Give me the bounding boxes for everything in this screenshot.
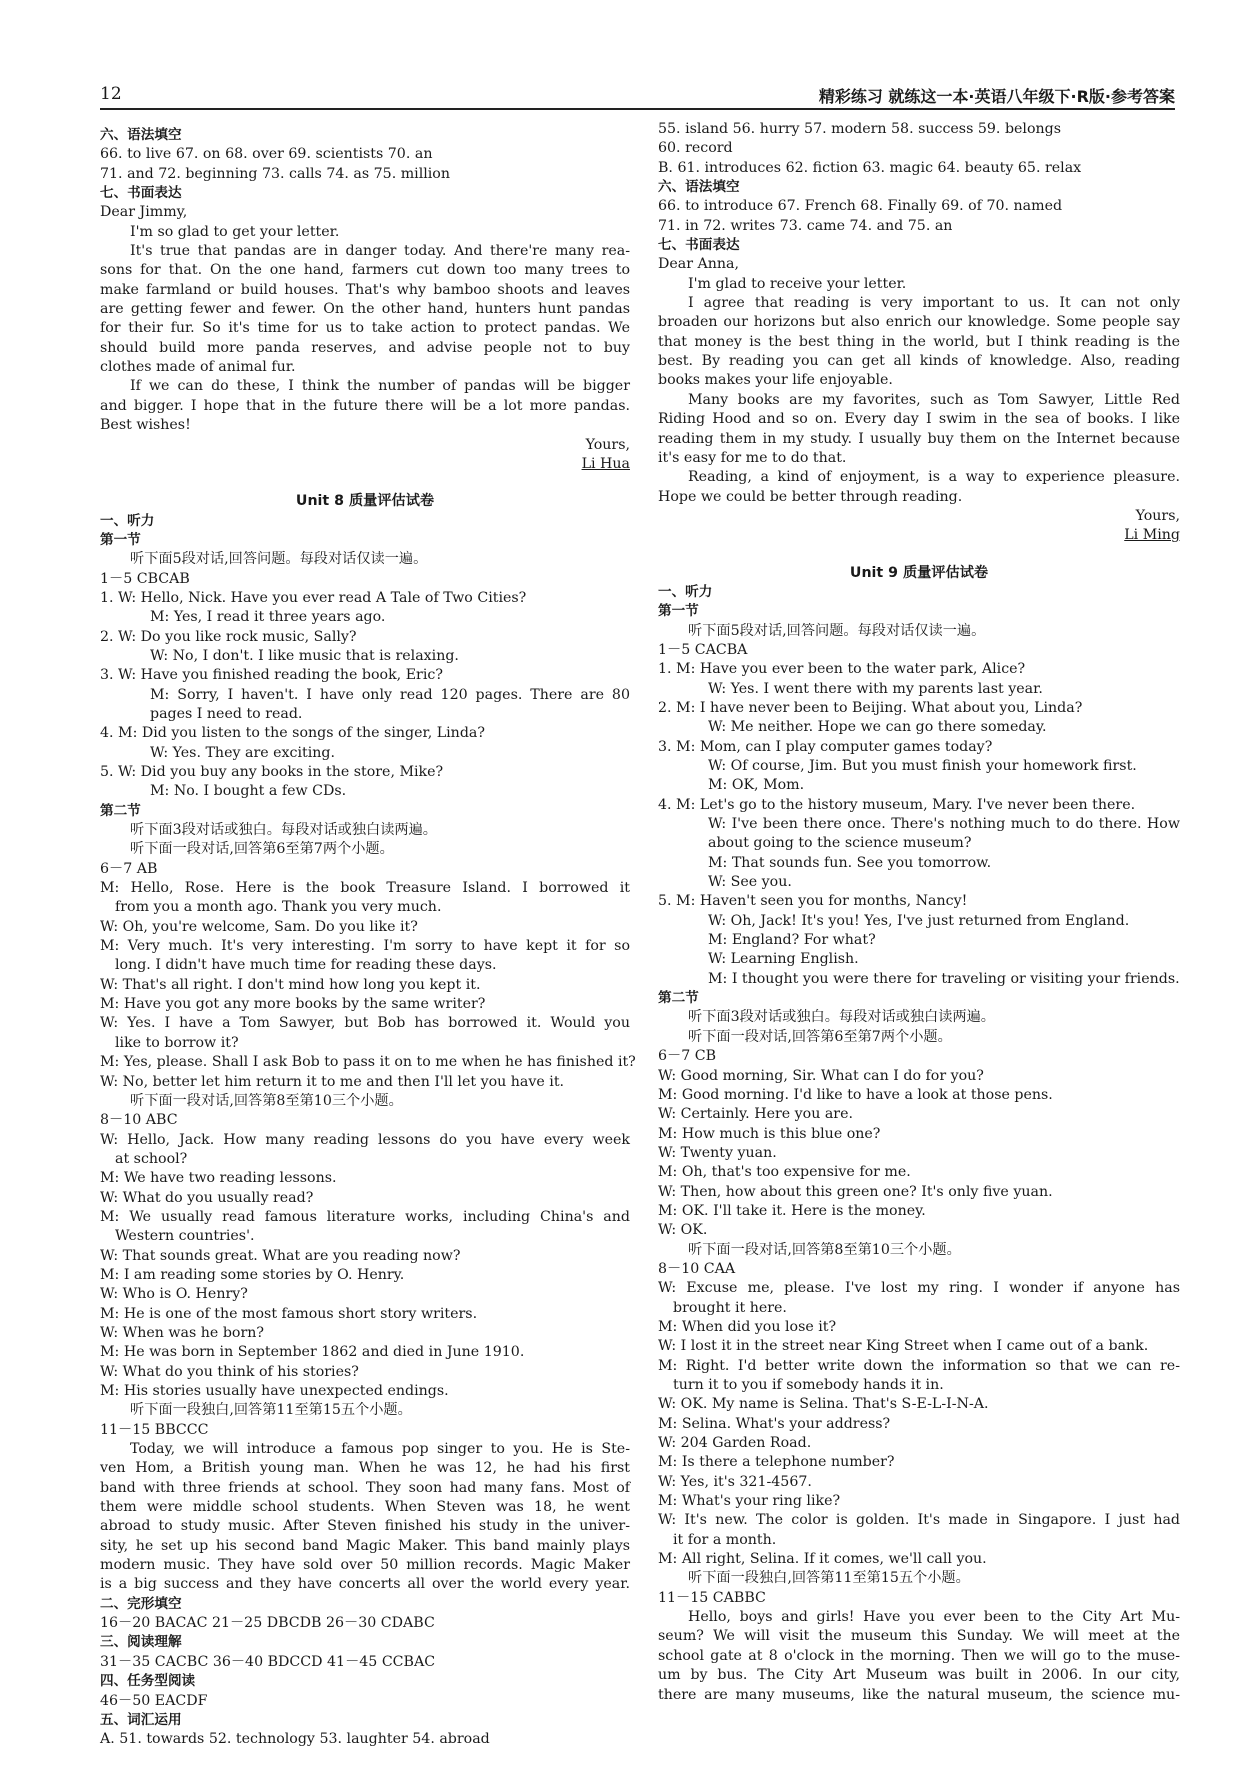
dialogue-line: W: That's all right. I don't mind how long you kept it. xyxy=(100,976,481,993)
dialogue-line: M: Sorry, I haven't. I have only read 120 pages. There are 80 xyxy=(150,686,630,703)
section-heading: 六、语法填空 xyxy=(100,127,182,143)
dialogue-line: M: I am reading some stories by O. Henry. xyxy=(100,1266,405,1283)
text-line: broaden our horizons but also enrich our knowledge. Some people say xyxy=(658,314,1180,331)
section-heading: 第二节 xyxy=(658,990,699,1007)
dialogue-line: Western countries'. xyxy=(115,1228,255,1245)
text-line: Many books are my favorites, such as Tom Sawyer, Little Red xyxy=(688,391,1180,408)
dialogue-line: brought it here. xyxy=(673,1299,787,1316)
text-line: should build more panda reserves, and advise people not to buy xyxy=(100,339,630,356)
dialogue-line: 3. M: Mom, can I play computer games today? xyxy=(658,738,993,755)
dialogue-line: M: We usually read famous literature works, including China's and xyxy=(100,1208,630,1225)
text-line: sity, he set up his second band Magic Maker. This band mainly plays xyxy=(100,1537,630,1554)
dialogue-line: at school? xyxy=(115,1150,188,1167)
dialogue-line: M: He is one of the most famous short story writers. xyxy=(100,1305,478,1322)
right-column xyxy=(658,120,1180,1705)
dialogue-line: W: 204 Garden Road. xyxy=(658,1435,812,1452)
letter-salutation: Dear Anna, xyxy=(658,256,740,273)
section-heading: 第二节 xyxy=(100,802,141,819)
text-line: is a big success and they have concerts all over the world every year. xyxy=(100,1576,630,1593)
letter-signoff: Yours, xyxy=(1135,507,1180,524)
dialogue-line: pages I need to read. xyxy=(150,705,303,722)
left-column xyxy=(100,126,636,1750)
text-line: books makes your life enjoyable. xyxy=(658,372,893,389)
instruction-line: 听下面一段对话,回答第6至第7两个小题。 xyxy=(688,1028,952,1045)
dialogue-line: W: Hello, Jack. How many reading lessons do you have every week xyxy=(100,1131,630,1148)
dialogue-line: W: Then, how about this green one? It's only five yuan. xyxy=(658,1183,1053,1200)
dialogue-line: M: Hello, Rose. Here is the book Treasure Island. I borrowed it xyxy=(100,880,630,897)
text-line: seum? We will visit the museum this Sunday. We will meet at the xyxy=(658,1628,1180,1645)
dialogue-line: turn it to you if somebody hands it in. xyxy=(673,1377,944,1393)
dialogue-line: W: Yes. They are exciting. xyxy=(150,744,335,761)
dialogue-line: 1. W: Hello, Nick. Have you ever read A Tale of Two Cities? xyxy=(100,589,527,606)
instruction-line: 听下面一段独白,回答第11至第15五个小题。 xyxy=(688,1570,970,1587)
signature-name: Li Hua xyxy=(581,455,630,472)
text-line: ven Hom, a British young man. When he was 12, he had his first xyxy=(100,1460,630,1477)
section-heading: 一、听力 xyxy=(658,583,713,600)
dialogue-line: M: What's your ring like? xyxy=(658,1493,841,1510)
dialogue-line: W: Twenty yuan. xyxy=(658,1144,777,1161)
dialogue-line: M: He was born in September 1862 and died in June 1910. xyxy=(100,1344,525,1361)
section-heading: 三、阅读理解 xyxy=(100,1634,182,1651)
dialogue-line: long. I didn't have much time for reading these days. xyxy=(115,957,497,974)
text-line: 66. to live 67. on 68. over 69. scientists 70. an xyxy=(100,146,433,163)
dialogue-line: M: All right, Selina. If it comes, we'll call you. xyxy=(658,1551,987,1568)
answer-line: A. 51. towards 52. technology 53. laughter 54. abroad xyxy=(100,1731,490,1748)
page-number: 12 xyxy=(100,84,122,104)
answer-line: B. 61. introduces 62. fiction 63. magic 64. beauty 65. relax xyxy=(658,159,1082,176)
dialogue-line: W: Yes. I have a Tom Sawyer, but Bob has borrowed it. Would you xyxy=(100,1015,630,1032)
dialogue-line: it for a month. xyxy=(673,1531,777,1548)
text-line: It's true that pandas are in danger today. And there're many rea- xyxy=(130,243,630,260)
text-line: there are many museums, like the natural museum, the science mu- xyxy=(658,1686,1180,1703)
section-heading: 六、语法填空 xyxy=(658,179,740,196)
dialogue-line: M: Yes, I read it three years ago. xyxy=(150,609,386,626)
text-line: abroad to study music. After Steven finished his study in the univer- xyxy=(100,1518,630,1535)
answer-line: 8－10 CAA xyxy=(658,1260,736,1277)
text-line: band with three friends at school. They soon had many fans. Most of xyxy=(100,1479,630,1496)
letter-salutation: Dear Jimmy, xyxy=(100,204,188,221)
answer-line: 66. to introduce 67. French 68. Finally 69. of 70. named xyxy=(658,198,1063,215)
dialogue-line: W: Who is O. Henry? xyxy=(100,1286,248,1303)
section-heading: 七、书面表达 xyxy=(658,237,740,254)
dialogue-line: M: No. I bought a few CDs. xyxy=(150,783,347,800)
dialogue-line: M: Very much. It's very interesting. I'm sorry to have kept it for so xyxy=(100,938,630,955)
dialogue-line: M: Yes, please. Shall I ask Bob to pass it on to me when he has finished it? xyxy=(100,1054,636,1071)
running-head: 精彩练习 就练这一本·英语八年级下·R版·参考答案 xyxy=(818,87,1175,106)
answer-line: 1－5 CBCAB xyxy=(100,570,190,587)
unit-title: Unit 9 质量评估试卷 xyxy=(849,564,989,581)
dialogue-line: 3. W: Have you finished reading the book, Eric? xyxy=(100,667,443,684)
dialogue-line: W: What do you think of his stories? xyxy=(100,1363,359,1380)
dialogue-line: M: Right. I'd better write down the information so that we can re- xyxy=(658,1357,1180,1374)
text-line: that money is the best thing in the world, but I think reading is the xyxy=(658,333,1180,350)
instruction-line: 听下面3段对话或独白。每段对话或独白读两遍。 xyxy=(688,1009,995,1026)
dialogue-line: 5. M: Haven't seen you for months, Nancy! xyxy=(658,893,968,910)
answer-line: 6－7 AB xyxy=(100,860,158,877)
answer-line: 31－35 CACBC 36－40 BDCCD 41－45 CCBAC xyxy=(100,1653,436,1670)
answer-line: 6－7 CB xyxy=(658,1048,717,1065)
dialogue-line: M: OK. I'll take it. Here is the money. xyxy=(658,1202,926,1219)
dialogue-line: W: Oh, Jack! It's you! Yes, I've just returned from England. xyxy=(708,912,1130,929)
text-line: for their fur. So it's time for us to take action to protect pandas. We xyxy=(100,320,630,337)
dialogue-line: W: That sounds great. What are you reading now? xyxy=(100,1247,461,1264)
dialogue-line: W: Me neither. Hope we can go there someday. xyxy=(708,719,1047,736)
page-header xyxy=(100,78,1175,108)
instruction-line: 听下面一段对话,回答第6至第7两个小题。 xyxy=(130,841,394,858)
dialogue-line: W: Of course, Jim. But you must finish your homework first. xyxy=(708,758,1137,774)
letter-signature xyxy=(658,526,1180,545)
dialogue-line: W: Good morning, Sir. What can I do for you? xyxy=(658,1067,984,1084)
text-line: them were middle school students. When Steven was 18, he went xyxy=(100,1499,630,1516)
dialogue-line: W: Certainly. Here you are. xyxy=(658,1106,853,1123)
dialogue-line: W: Oh, you're welcome, Sam. Do you like it? xyxy=(100,918,418,935)
text-line: I'm so glad to get your letter. xyxy=(130,223,340,240)
instruction-line: 听下面一段独白,回答第11至第15五个小题。 xyxy=(130,1402,412,1419)
dialogue-line: W: OK. My name is Selina. That's S-E-L-I-N-A. xyxy=(658,1396,989,1413)
text-line: best. By reading you can get all kinds of knowledge. Also, reading xyxy=(658,353,1180,370)
answer-line: 16－20 BACAC 21－25 DBCDB 26－30 CDABC xyxy=(100,1615,435,1632)
text-line: reading them in my study. I usually buy them on the Internet because xyxy=(658,430,1180,447)
dialogue-line: 4. M: Let's go to the history museum, Mary. I've never been there. xyxy=(658,796,1136,813)
section-heading: 第一节 xyxy=(100,531,141,548)
instruction-line: 听下面一段对话,回答第8至第10三个小题。 xyxy=(130,1092,403,1109)
dialogue-line: W: See you. xyxy=(708,874,792,891)
signature-name: Li Ming xyxy=(1124,527,1180,544)
text-line: um by bus. The City Art Museum was built in 2006. In our city, xyxy=(658,1667,1180,1684)
section-heading: 一、听力 xyxy=(100,512,155,529)
text-line: Today, we will introduce a famous pop singer to you. He is Ste- xyxy=(130,1441,630,1458)
text-line: Hope we could be better through reading. xyxy=(658,488,963,505)
dialogue-line: 5. W: Did you buy any books in the store, Mike? xyxy=(100,764,444,780)
answer-line: 11－15 CABBC xyxy=(658,1589,766,1606)
text-line: sons for that. On the one hand, farmers cut down too many trees to xyxy=(100,262,630,279)
text-line: clothes made of animal fur. xyxy=(100,359,296,376)
dialogue-line: 2. M: I have never been to Beijing. What about you, Linda? xyxy=(658,699,1083,716)
section-heading: 二、完形填空 xyxy=(100,1595,182,1612)
answer-line: 71. in 72. writes 73. came 74. and 75. an xyxy=(658,217,953,234)
instruction-line: 听下面3段对话或独白。每段对话或独白读两遍。 xyxy=(130,822,437,839)
dialogue-line: W: I've been there once. There's nothing much to do there. How xyxy=(708,816,1180,833)
dialogue-line: M: England? For what? xyxy=(708,932,876,949)
dialogue-line: M: I thought you were there for traveling or visiting your friends. xyxy=(708,970,1180,987)
text-line: and bigger. I hope that in the future there will be a lot more pandas. xyxy=(100,397,630,414)
dialogue-line: M: His stories usually have unexpected endings. xyxy=(100,1383,449,1399)
section-heading: 五、词汇运用 xyxy=(100,1711,182,1728)
dialogue-line: M: Have you got any more books by the same writer? xyxy=(100,996,486,1013)
dialogue-line: W: When was he born? xyxy=(100,1324,264,1341)
dialogue-line: M: Oh, that's too expensive for me. xyxy=(658,1164,911,1181)
text-line: are getting fewer and fewer. On the other hand, hunters hunt pandas xyxy=(100,301,630,318)
dialogue-line: M: OK, Mom. xyxy=(708,777,805,794)
letter-signature xyxy=(100,455,630,474)
dialogue-line: about going to the science museum? xyxy=(708,835,972,852)
dialogue-line: W: No, better let him return it to me and then I'll let you have it. xyxy=(100,1073,565,1090)
text-line: make farmland or build houses. That's why bamboo shoots and leaves xyxy=(100,281,630,298)
text-line: Hello, boys and girls! Have you ever been to the City Art Mu- xyxy=(688,1609,1180,1626)
dialogue-line: 2. W: Do you like rock music, Sally? xyxy=(100,628,357,645)
dialogue-line: like to borrow it? xyxy=(115,1034,239,1051)
header-rule xyxy=(100,108,1175,110)
dialogue-line: W: What do you usually read? xyxy=(100,1189,314,1206)
unit-title: Unit 8 质量评估试卷 xyxy=(295,493,435,510)
dialogue-line: W: I lost it in the street near King Street when I came out of a bank. xyxy=(658,1338,1149,1355)
dialogue-line: from you a month ago. Thank you very much. xyxy=(115,899,442,916)
dialogue-line: 1. M: Have you ever been to the water park, Alice? xyxy=(658,661,1026,678)
dialogue-line: W: Yes. I went there with my parents last year. xyxy=(708,680,1043,697)
letter-closing: Best wishes! xyxy=(100,417,191,434)
dialogue-line: M: We have two reading lessons. xyxy=(100,1170,337,1187)
dialogue-line: M: When did you lose it? xyxy=(658,1318,837,1335)
text-line: school gate at 8 o'clock in the morning. Then we will go to the muse- xyxy=(658,1647,1180,1664)
instruction-line: 听下面5段对话,回答问题。每段对话仅读一遍。 xyxy=(130,551,428,568)
text-line: I'm glad to receive your letter. xyxy=(688,275,907,292)
dialogue-line: M: Selina. What's your address? xyxy=(658,1415,891,1432)
dialogue-line: W: It's new. The color is golden. It's made in Singapore. I just had xyxy=(658,1512,1180,1529)
dialogue-line: M: Is there a telephone number? xyxy=(658,1454,895,1471)
answer-line: 1－5 CACBA xyxy=(658,641,748,658)
text-line: it's easy for me to do that. xyxy=(658,449,847,466)
letter-signoff: Yours, xyxy=(585,436,630,453)
dialogue-line: W: OK. xyxy=(658,1222,708,1239)
answer-line: 46－50 EACDF xyxy=(100,1692,208,1709)
text-line: 71. and 72. beginning 73. calls 74. as 75. million xyxy=(100,165,450,182)
dialogue-line: M: Good morning. I'd like to have a look at those pens. xyxy=(658,1086,1053,1103)
answer-line: 11－15 BBCCC xyxy=(100,1421,209,1438)
answer-line: 55. island 56. hurry 57. modern 58. success 59. belongs xyxy=(658,121,1062,137)
text-line: If we can do these, I think the number of pandas will be bigger xyxy=(130,378,630,395)
dialogue-line: W: No, I don't. I like music that is relaxing. xyxy=(150,647,459,664)
text-line: modern music. They have sold over 50 million records. Magic Maker xyxy=(100,1557,630,1574)
section-heading: 七、书面表达 xyxy=(100,185,182,202)
instruction-line: 听下面一段对话,回答第8至第10三个小题。 xyxy=(688,1241,961,1258)
answer-line: 8－10 ABC xyxy=(100,1112,178,1129)
section-heading: 第一节 xyxy=(658,603,699,620)
dialogue-line: W: Yes, it's 321-4567. xyxy=(658,1473,812,1490)
dialogue-line: 4. M: Did you listen to the songs of the singer, Linda? xyxy=(100,725,485,742)
dialogue-line: W: Excuse me, please. I've lost my ring. I wonder if anyone has xyxy=(658,1280,1180,1297)
text-line: Reading, a kind of enjoyment, is a way to experience pleasure. xyxy=(688,469,1180,486)
text-line: Riding Hood and so on. Every day I swim in the sea of books. I like xyxy=(658,411,1180,428)
dialogue-line: W: Learning English. xyxy=(708,951,859,968)
instruction-line: 听下面5段对话,回答问题。每段对话仅读一遍。 xyxy=(688,622,986,639)
section-heading: 四、任务型阅读 xyxy=(100,1673,196,1690)
dialogue-line: M: That sounds fun. See you tomorrow. xyxy=(708,854,992,871)
answer-line: 60. record xyxy=(658,140,733,157)
text-line: I agree that reading is very important to us. It can not only xyxy=(688,295,1180,312)
dialogue-line: M: How much is this blue one? xyxy=(658,1125,881,1142)
